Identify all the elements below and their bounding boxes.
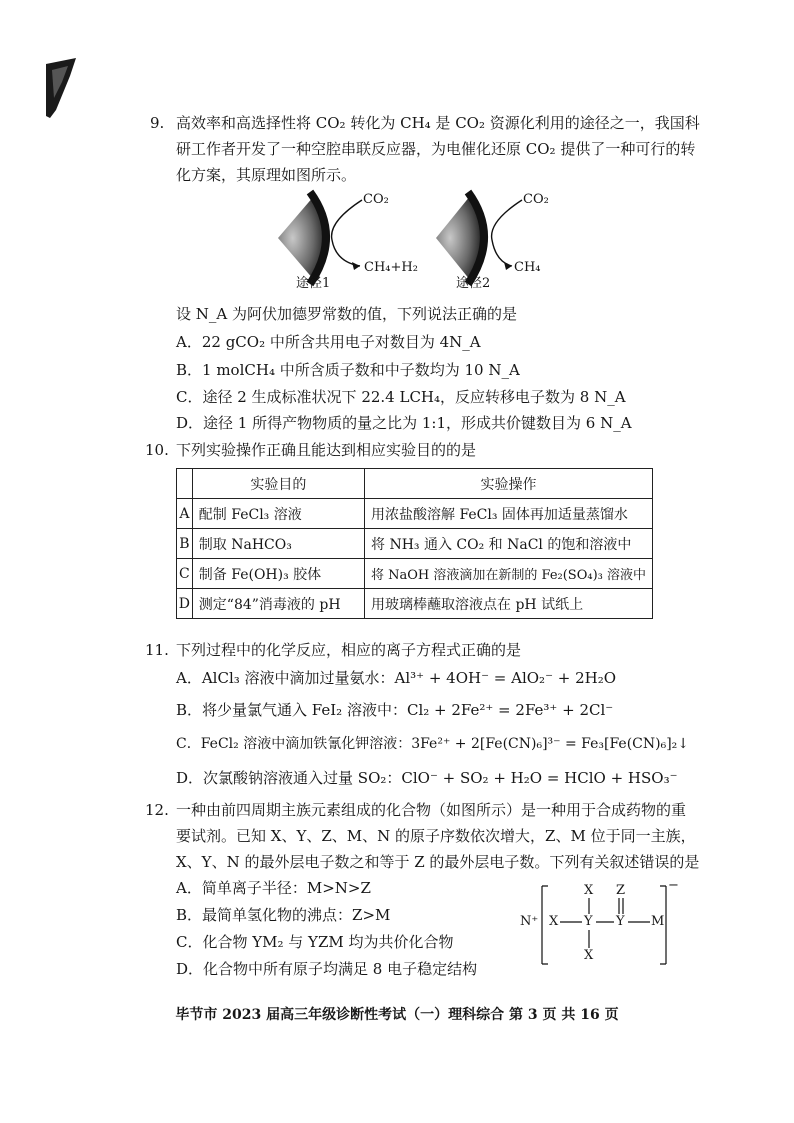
q12-stem-line-2: 要试剂。已知 X、Y、Z、M、N 的原子序数依次增大，Z、M 位于同一主族，: [176, 827, 696, 845]
table-row: [177, 589, 653, 619]
q11-stem: 下列过程中的化学反应，相应的离子方程式正确的是: [176, 641, 522, 659]
q10-number: 10.: [145, 441, 169, 459]
q9-stem-line-3: 化方案，其原理如图所示。: [176, 166, 357, 184]
page-footer: 毕节市 2023 届高三年级诊断性考试（一）理科综合 第 3 页 共 16 页: [175, 1007, 619, 1023]
route1-arrow: [332, 200, 362, 266]
q11-number: 11.: [145, 641, 169, 659]
structure-atom-x-top: X: [584, 883, 594, 898]
table-row: [177, 529, 653, 559]
q9-option-c: C．途径 2 生成标准状况下 22.4 LCH₄，反应转移电子数为 8 N_A: [176, 388, 626, 406]
q9-option-b: B．1 molCH₄ 中所含质子数和中子数均为 10 N_A: [176, 361, 520, 379]
row-key: B: [177, 529, 193, 559]
route1-output: CH₄+H₂: [364, 260, 418, 275]
structure-atom-z: Z: [616, 883, 626, 898]
table-header-operation: 实验操作: [365, 469, 653, 499]
table-row: [177, 559, 653, 589]
table-header-purpose: 实验目的: [192, 469, 364, 499]
row-operation: 将 NH₃ 通入 CO₂ 和 NaCl 的饱和溶液中: [365, 529, 653, 559]
q9-number: 9.: [150, 114, 165, 132]
route1-catalyst-icon: [278, 192, 327, 284]
row-key: A: [177, 499, 193, 529]
row-purpose: 测定“84”消毒液的 pH: [192, 589, 364, 619]
table-row: [177, 499, 653, 529]
q9-option-d: D．途径 1 所得产物物质的量之比为 1:1，形成共价键数目为 6 N_A: [176, 414, 632, 432]
q12-stem-line-3: X、Y、N 的最外层电子数之和等于 Z 的最外层电子数。下列有关叙述错误的是: [176, 853, 700, 871]
structure-atom-x-left: X: [549, 914, 559, 929]
q9-option-a: A．22 gCO₂ 中所含共用电子对数目为 4N_A: [176, 333, 481, 351]
structure-charge: −: [668, 878, 679, 893]
structure-atom-x-bottom: X: [584, 948, 594, 963]
q12-option-d: D．化合物中所有原子均满足 8 电子稳定结构: [176, 960, 478, 978]
q12-option-c: C．化合物 YM₂ 与 YZM 均为共价化合物: [176, 933, 454, 951]
row-purpose: 配制 FeCl₃ 溶液: [192, 499, 364, 529]
route1-input: CO₂: [363, 192, 389, 207]
structure-atom-y1: Y: [584, 914, 593, 929]
q12-stem-line-1: 一种由前四周期主族元素组成的化合物（如图所示）是一种用于合成药物的重: [176, 801, 687, 819]
structure-atom-y2: Y: [616, 914, 625, 929]
route2-output: CH₄: [514, 260, 541, 275]
row-key: C: [177, 559, 193, 589]
row-operation: 将 NaOH 溶液滴加在新制的 Fe₂(SO₄)₃ 溶液中: [365, 559, 653, 589]
q12-number: 12.: [145, 801, 169, 819]
q11-option-d: D．次氯酸钠溶液通入过量 SO₂：ClO⁻ + SO₂ + H₂O = HClO + HSO₃⁻: [176, 769, 678, 787]
table-header-blank: [177, 469, 193, 499]
structure-atom-m: M: [651, 914, 665, 929]
row-purpose: 制取 NaHCO₃: [192, 529, 364, 559]
route1-label: 途径1: [296, 276, 331, 291]
route2-arrow: [492, 200, 522, 266]
q11-option-b: B．将少量氯气通入 FeI₂ 溶液中：Cl₂ + 2Fe²⁺ = 2Fe³⁺ + 2Cl⁻: [176, 701, 614, 719]
q11-option-a: A．AlCl₃ 溶液中滴加过量氨水：Al³⁺ + 4OH⁻ = AlO₂⁻ + 2H₂O: [176, 669, 617, 687]
structure-cation: N⁺: [520, 914, 539, 929]
route2-catalyst-icon: [436, 192, 484, 284]
q9-stem-line-2: 研工作者开发了一种空腔串联反应器，为电催化还原 CO₂ 提供了一种可行的转: [176, 140, 696, 158]
q10-experiment-table: [176, 468, 653, 619]
q9-stem-line-1: 高效率和高选择性将 CO₂ 转化为 CH₄ 是 CO₂ 资源化利用的途径之一，我国科: [176, 114, 700, 132]
route2-label: 途径2: [456, 276, 491, 291]
row-operation: 用玻璃棒蘸取溶液点在 pH 试纸上: [365, 589, 653, 619]
q12-option-b: B．最简单氢化物的沸点：Z>M: [176, 906, 391, 924]
q12-structure-figure: [520, 880, 680, 970]
q10-stem: 下列实验操作正确且能达到相应实验目的的是: [176, 441, 477, 459]
scan-corner-mark: [46, 58, 80, 120]
route2-input: CO₂: [523, 192, 549, 207]
table-header-row: [177, 469, 653, 499]
q12-option-a: A．简单离子半径：M>N>Z: [176, 879, 371, 897]
q9-prompt: 设 N_A 为阿伏加德罗常数的值，下列说法正确的是: [176, 305, 517, 323]
row-operation: 用浓盐酸溶解 FeCl₃ 固体再加适量蒸馏水: [365, 499, 653, 529]
q11-option-c: C．FeCl₂ 溶液中滴加铁氰化钾溶液：3Fe²⁺ + 2[Fe(CN)₆]³⁻ = Fe₃[Fe(CN)₆]₂↓: [176, 736, 690, 752]
row-key: D: [177, 589, 193, 619]
row-purpose: 制备 Fe(OH)₃ 胶体: [192, 559, 364, 589]
